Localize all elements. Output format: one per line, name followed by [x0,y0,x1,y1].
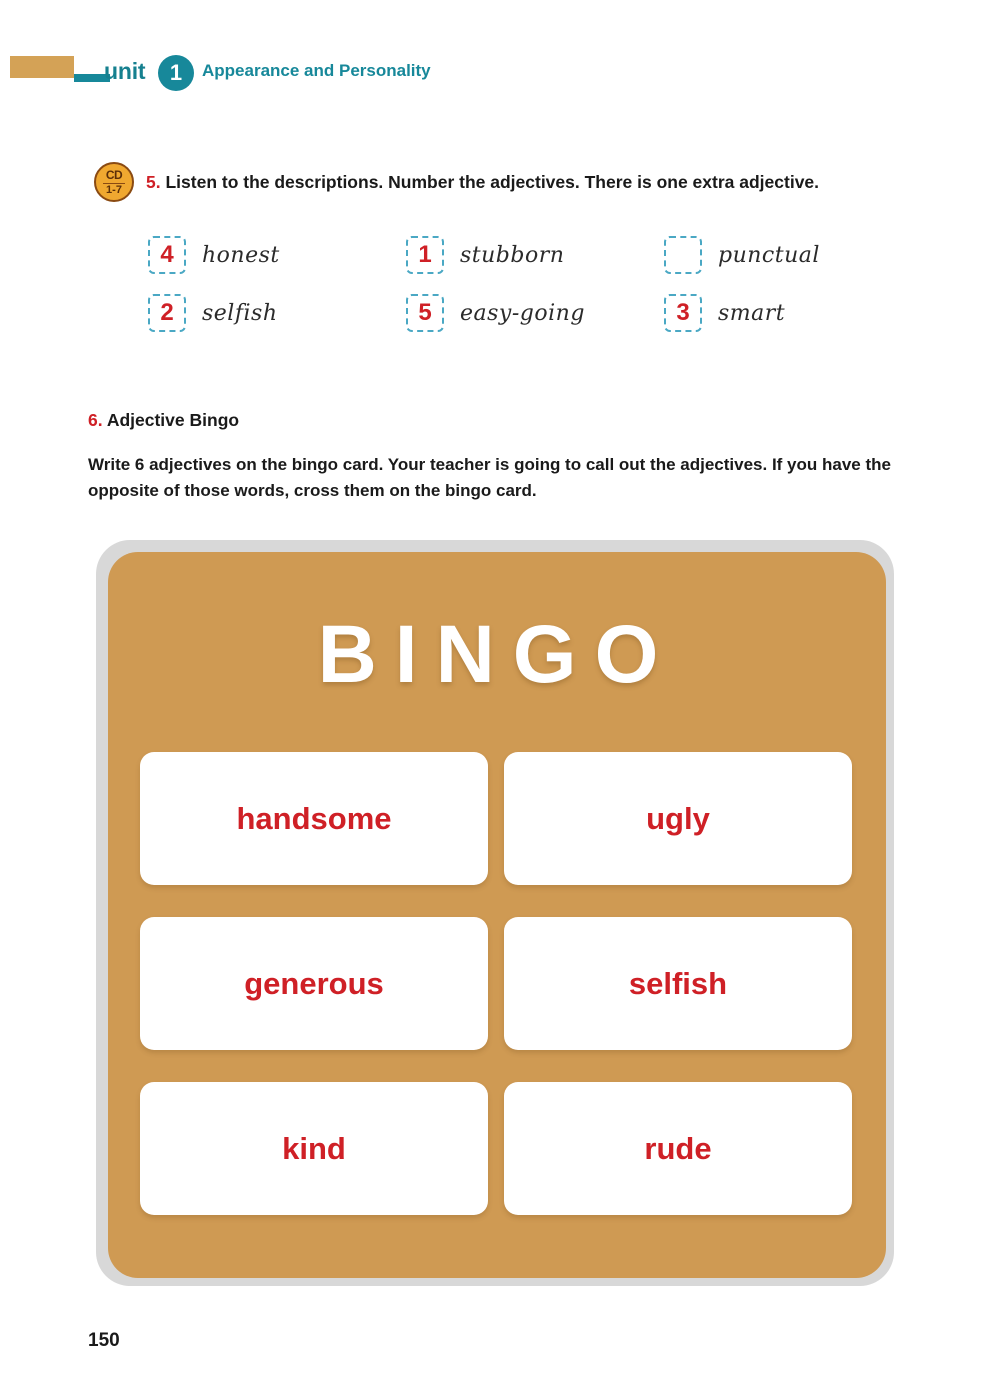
bingo-cell[interactable]: selfish [504,917,852,1050]
cd-icon-top-label: CD [105,168,123,182]
answer-number-box[interactable]: 3 [664,294,702,332]
answer-word: stubborn [460,242,565,268]
answer-row [148,294,868,332]
cd-audio-icon[interactable] [94,162,134,202]
unit-number-badge: 1 [158,55,194,91]
header-gold-bar [10,56,74,78]
answer-number-box[interactable]: 5 [406,294,444,332]
bingo-cell[interactable]: ugly [504,752,852,885]
bingo-grid [132,752,862,1247]
answer-number-box[interactable]: 2 [148,294,186,332]
unit-label: unit [104,58,146,84]
exercise5-number: 5. [146,172,161,192]
exercise6-title: Adjective Bingo [106,410,240,430]
answer-number-box[interactable]: 1 [406,236,444,274]
bingo-cell[interactable]: kind [140,1082,488,1215]
answer-row [148,236,868,274]
answer-number-box[interactable] [664,236,702,274]
exercise6-instruction: Write 6 adjectives on the bingo card. Your teacher is going to call out the adjectives. If you have the opposite of those words, cross them on the bingo card. [88,455,891,500]
answer-word: easy-going [460,300,585,326]
exercise5-instruction: Listen to the descriptions. Number the adjectives. There is one extra adjective. [165,172,820,192]
exercise6-number: 6. [88,410,103,430]
unit-title: Appearance and Personality [202,61,431,80]
answer-word: smart [718,300,786,326]
bingo-cell[interactable]: generous [140,917,488,1050]
page-number: 150 [88,1330,120,1351]
bingo-cell[interactable]: handsome [140,752,488,885]
exercise5-answer-grid [148,236,868,352]
answer-item [148,236,406,274]
bingo-title: BINGO [317,609,677,700]
exercise5-heading [146,172,819,193]
answer-item [664,294,864,332]
answer-item [406,236,664,274]
answer-number-box[interactable]: 4 [148,236,186,274]
answer-item [664,236,864,274]
answer-item [148,294,406,332]
answer-word: punctual [718,242,820,268]
page-header [0,52,986,98]
answer-word: selfish [202,300,278,326]
bingo-cell[interactable]: rude [504,1082,852,1215]
answer-word: honest [202,242,280,268]
exercise6-heading [88,410,239,431]
cd-icon-track-label: 1-7 [103,183,125,196]
answer-item [406,294,664,332]
bingo-card [108,552,886,1278]
